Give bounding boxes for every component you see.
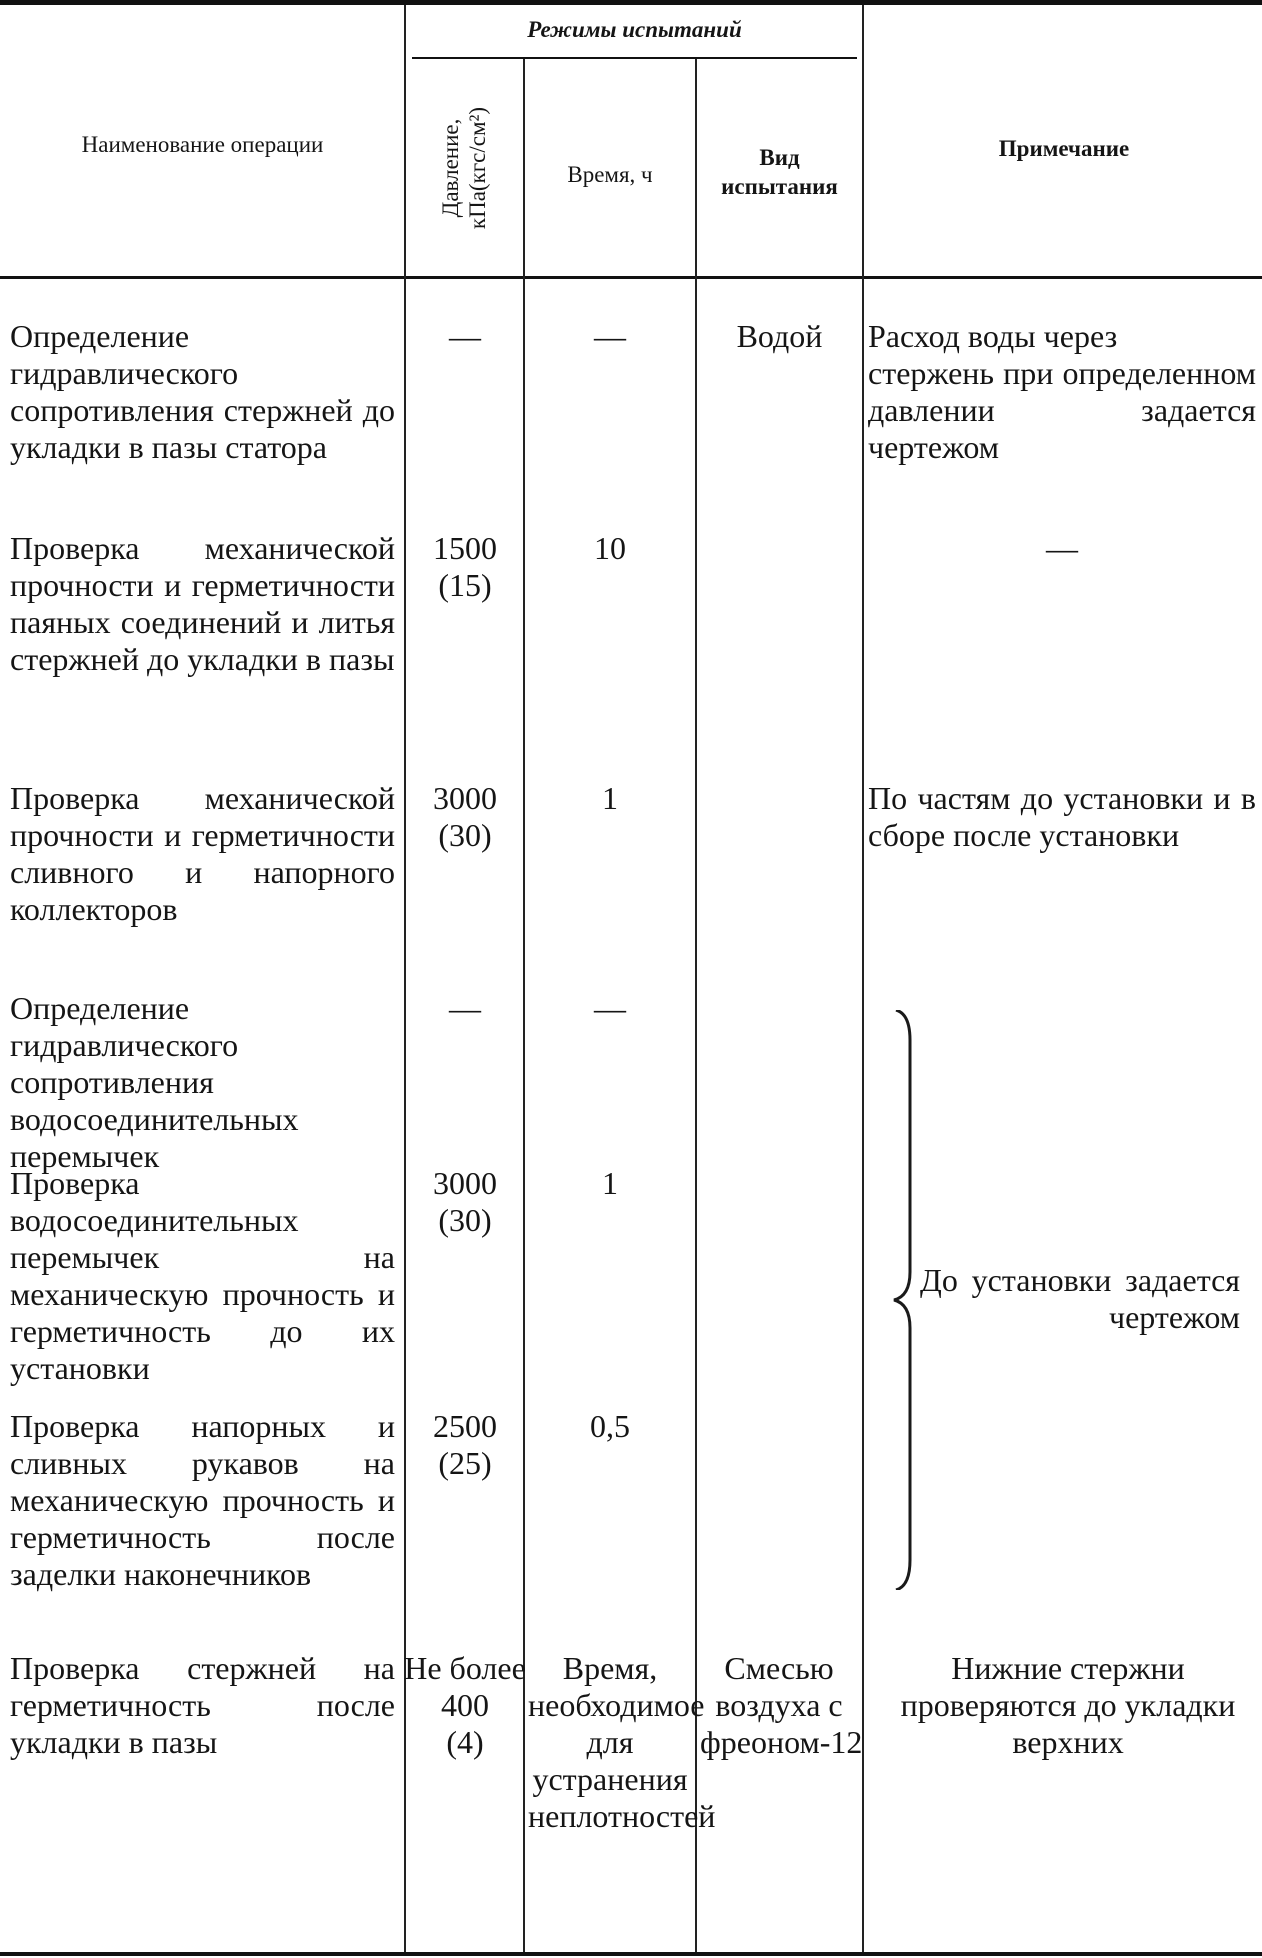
row-3-time: 1: [602, 780, 618, 816]
row-2-operation: Проверка механической прочности и герметичности паяных соединений и литья стержней до укладки в пазы: [10, 530, 395, 677]
row-6-operation: Проверка напорных и сливных рукавов на механическую прочность и герметичность после заделки наконечников: [10, 1408, 395, 1592]
header-modes-group: Режимы испытаний: [527, 17, 742, 42]
row-1-time: —: [594, 318, 626, 354]
row-3-note: По частям до установки и в сборе после установки: [868, 780, 1256, 853]
modes-group-rule: [412, 57, 857, 59]
brace-icon: [888, 1010, 918, 1590]
row-6-time: 0,5: [590, 1408, 630, 1444]
row-7-test-type: Смесью воздуха с фреоном-12: [700, 1650, 863, 1760]
header-test-type: Вид испытания: [721, 145, 838, 199]
header-bottom-rule: [0, 276, 1262, 279]
header-operation: Наименование операции: [81, 132, 324, 157]
rows-4-6-note: До установки задается чертежом: [920, 1262, 1240, 1335]
row-1-note: Расход воды через стержень при определенном давлении задается чертежом: [868, 318, 1256, 465]
row-7-note: Нижние стержни проверяются до укладки верхних: [900, 1650, 1236, 1760]
top-rule: [0, 0, 1262, 5]
row-2-note: —: [1046, 530, 1078, 566]
header-time: Время, ч: [567, 162, 653, 187]
row-7-operation: Проверка стержней на герметичность после укладки в пазы: [10, 1650, 395, 1760]
row-5-pressure: 3000 (30): [433, 1165, 497, 1238]
row-4-operation: Определение гидравлического сопротивления водосоединительных перемычек: [10, 990, 299, 1174]
row-1-test-type: Водой: [736, 318, 823, 354]
row-5-operation: Проверка водосоединительных перемычек на механическую прочность и герметичность до их установки: [10, 1165, 395, 1386]
row-5-time: 1: [602, 1165, 618, 1201]
col-divider-3: [695, 59, 697, 1952]
col-divider-4: [862, 5, 864, 1952]
row-4-pressure: —: [449, 990, 481, 1026]
row-1-operation: Определение гидравлического сопротивления стержней до укладки в пазы статора: [10, 318, 395, 465]
bottom-rule: [0, 1952, 1262, 1956]
row-6-pressure: 2500 (25): [433, 1408, 497, 1481]
row-1-pressure: —: [449, 318, 481, 354]
row-2-pressure: 1500 (15): [433, 530, 497, 603]
row-3-pressure: 3000 (30): [433, 780, 497, 853]
row-4-time: —: [594, 990, 626, 1026]
row-7-time: Время, необходимое для устранения неплотностей: [528, 1650, 716, 1834]
header-pressure: Давление, кПа(кгс/см²): [438, 106, 490, 230]
header-note: Примечание: [998, 136, 1130, 161]
row-7-pressure: Не более 400 (4): [404, 1650, 526, 1760]
row-2-time: 10: [594, 530, 626, 566]
row-3-operation: Проверка механической прочности и герметичности сливного и напорного коллекторов: [10, 780, 395, 927]
